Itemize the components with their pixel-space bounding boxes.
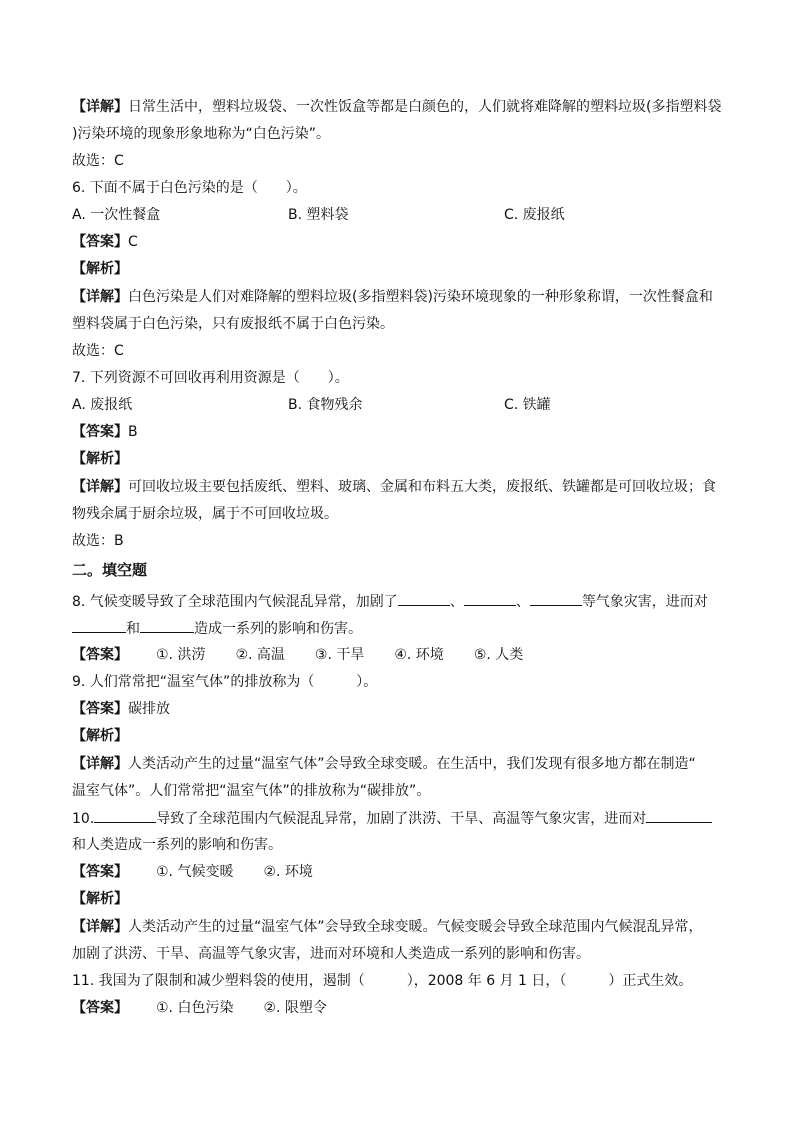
q10-analysis-tag: 【解析】 <box>72 891 128 907</box>
q6-detail-line2: 塑料袋属于白色污染，只有废报纸不属于白色污染。 <box>72 316 394 332</box>
q5-detail-line1: 【详解】日常生活中，塑料垃圾袋、一次性饭盒等都是白颜色的，人们就将难降解的塑料垃圾(多指塑料袋 <box>72 99 722 115</box>
q6-option-b: B. 塑料袋 <box>288 207 349 223</box>
q6-detail-line1: 【详解】白色污染是人们对难降解的塑料垃圾(多指塑料袋)污染环境现象的一种形象称谓，一次性餐盒和 <box>72 289 713 305</box>
blank <box>140 618 194 633</box>
q7-option-c: C. 铁罐 <box>504 397 551 413</box>
q7-analysis-tag: 【解析】 <box>72 451 128 467</box>
q6-choose: 故选：C <box>72 343 124 359</box>
q5-choose: 故选：C <box>72 153 124 169</box>
section-title: 二。填空题 <box>72 561 148 579</box>
q7-detail-line2: 物残余属于厨余垃圾，属于不可回收垃圾。 <box>72 506 338 522</box>
q7-answer: 【答案】B <box>72 424 138 440</box>
q10-stem-line2: 和人类造成一系列的影响和伤害。 <box>72 837 282 853</box>
q7-detail-line1: 【详解】可回收垃圾主要包括废纸、塑料、玻璃、金属和布料五大类，废报纸、铁罐都是可回收垃圾；食 <box>72 479 716 495</box>
blank <box>464 591 516 606</box>
blank <box>398 591 450 606</box>
q5-detail-line2: )污染环境的现象形象地称为“白色污染”。 <box>72 126 330 142</box>
q8-answer: 【答案】 ①. 洪涝 ②. 高温 ③. 干旱 ④. 环境 ⑤. 人类 <box>72 647 524 663</box>
q10-stem-line1: 10. 导致了全球范围内气候混乱异常，加剧了洪涝、干旱、高温等气象灾害，进而对 <box>72 808 712 828</box>
q8-stem-line1: 8. 气候变暖导致了全球范围内气候混乱异常，加剧了 、 、 等气象灾害，进而对 <box>72 591 708 611</box>
q8-stem-line2: 和 造成一系列的影响和伤害。 <box>72 618 362 638</box>
q9-answer: 【答案】碳排放 <box>72 701 170 717</box>
q6-option-a: A. 一次性餐盒 <box>72 207 161 223</box>
q9-stem: 9. 人们常常把“温室气体”的排放称为（ ）。 <box>72 674 378 690</box>
blank <box>94 808 156 823</box>
q7-choose: 故选：B <box>72 533 124 549</box>
q10-answer: 【答案】 ①. 气候变暖 ②. 环境 <box>72 864 313 880</box>
q11-stem: 11. 我国为了限制和减少塑料袋的使用，遏制（ ），2008 年 6 月 1 日，（ ）正式生效。 <box>72 973 693 989</box>
q7-stem: 7. 下列资源不可回收再利用资源是（ ）。 <box>72 370 349 386</box>
q10-detail-line2: 加剧了洪涝、干旱、高温等气象灾害，进而对环境和人类造成一系列的影响和伤害。 <box>72 946 590 962</box>
q6-stem: 6. 下面不属于白色污染的是（ ）。 <box>72 180 307 196</box>
q6-analysis-tag: 【解析】 <box>72 261 128 277</box>
blank <box>646 808 712 823</box>
blank <box>530 591 582 606</box>
q6-answer: 【答案】C <box>72 234 138 250</box>
q6-option-c: C. 废报纸 <box>504 207 565 223</box>
q7-option-b: B. 食物残余 <box>288 397 363 413</box>
q10-detail-line1: 【详解】人类活动产生的过量“温室气体”会导致全球变暖。气候变暖会导致全球范围内气候混乱异常， <box>72 919 703 935</box>
q7-option-a: A. 废报纸 <box>72 397 133 413</box>
q9-detail-line2: 温室气体”。人们常常把“温室气体”的排放称为“碳排放”。 <box>72 783 431 799</box>
blank <box>72 618 126 633</box>
q9-detail-line1: 【详解】人类活动产生的过量“温室气体”会导致全球变暖。在生活中，我们发现有很多地方都在制造“ <box>72 756 696 772</box>
detail-tag: 【详解】 <box>72 99 128 115</box>
q9-analysis-tag: 【解析】 <box>72 728 128 744</box>
q11-answer: 【答案】 ①. 白色污染 ②. 限塑令 <box>72 1000 327 1016</box>
